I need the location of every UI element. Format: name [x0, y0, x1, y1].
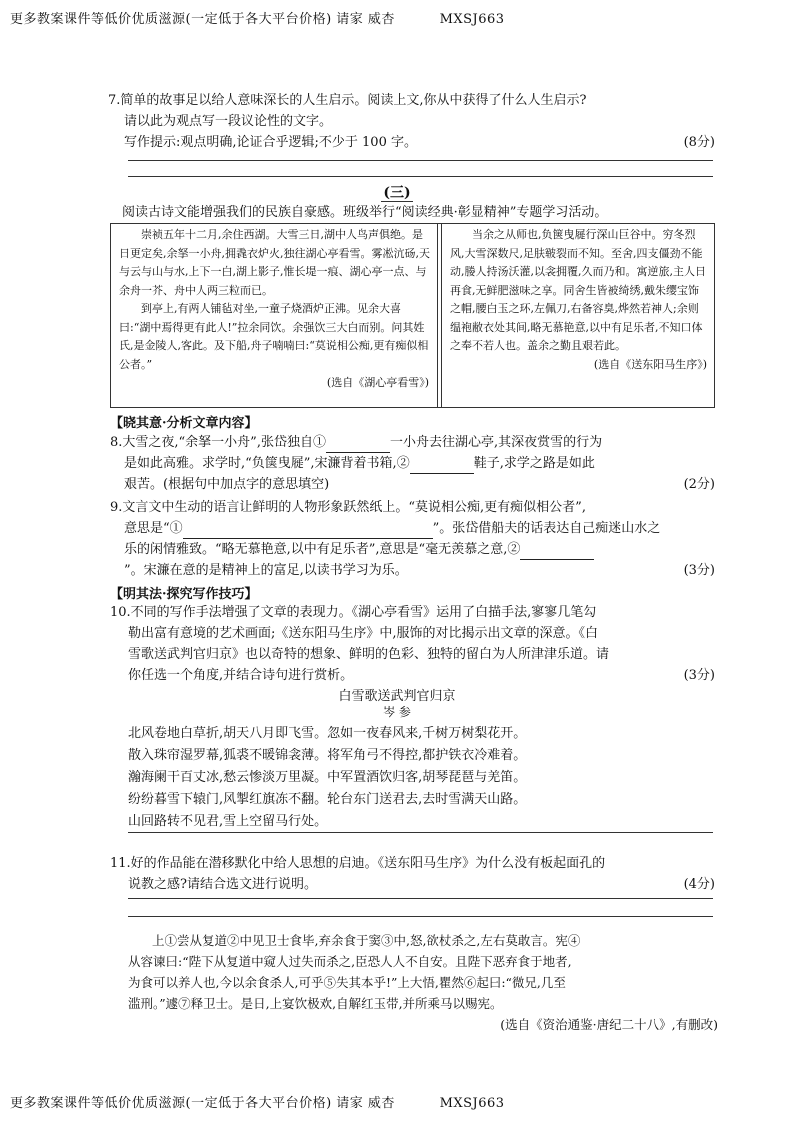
header-code: MXSJ663 [439, 12, 505, 27]
answer-line [128, 916, 713, 917]
poem-line: 北风卷地白草折,胡天八月即飞雪。忽如一夜春风来,千树万树梨花开。 [128, 726, 527, 741]
question-8 [110, 432, 715, 495]
left-text-box [111, 224, 438, 407]
footer-code: MXSJ663 [439, 1096, 505, 1111]
classical-texts-box [110, 223, 715, 408]
q9-row2: 意思是“① ”。张岱借船夫的话表达自己痴迷山水之 [110, 518, 715, 539]
q9-row3: 乐的闲情雅致。“略无慕艳意,以中有足乐者”,意思是“毫无羡慕之意,② [110, 539, 715, 560]
left-text-p1: 崇祯五年十二月,余住西湖。大雪三日,湖中人鸟声俱绝。是日更定矣,余拏一小舟,拥毳衣炉火,独往湖心亭看雪。雾凇沆砀,天与云与山与水,上下一白,湖上影子,惟长堤一痕、湖心亭一点、与余舟一芥、舟中人两三粒而已。 [119, 228, 430, 297]
page-header [10, 8, 505, 27]
q7-line2: 请以此为观点写一段议论性的文字。 [124, 114, 333, 129]
passage-line: 从容谏曰:“陛下从复道中窥人过失而杀之,臣恐人人不自安。且陛下恶弃食于地者, [128, 954, 572, 969]
q7-line3: 写作提示:观点明确,论证合乎逻辑;不少于 100 字。 [124, 135, 417, 150]
q8-blank-1[interactable] [326, 438, 390, 453]
q11-row1: 11.好的作品能在潜移默化中给人思想的启迪。《送东阳马生序》为什么没有板起面孔的 [110, 856, 606, 871]
passage-line: 上①尝从复道②中见卫士食毕,弃余食于窦③中,怒,欲杖杀之,左右莫敢言。宪④ [152, 933, 581, 948]
q9-row4: ”。宋濂在意的是精神上的富足,以读书学习为乐。 (3分) [110, 560, 715, 581]
passage-line: 为食可以养人也,今以余食杀人,可乎⑤失其本乎!”上大悟,瞿然⑥起曰:“微兄,几至 [128, 975, 566, 990]
section-3-title: (三) [383, 185, 411, 201]
q10-score: (3分) [683, 668, 715, 683]
poem-body [128, 723, 718, 833]
answer-line [128, 176, 713, 177]
q10-row3: 雪歌送武判官归京》也以奇特的想象、鲜明的色彩、独特的留白为人所津津乐道。请 [128, 647, 610, 662]
part2-heading: 【明其法·探究写作技巧】 [110, 587, 258, 602]
q9-score: (3分) [683, 563, 715, 578]
page-footer [10, 1092, 505, 1111]
question-9 [110, 497, 715, 581]
footer-text: 更多教案课件等低价优质滋源(一定低于各大平台价格) 请家 威杏 [10, 1096, 395, 1111]
part1-heading: 【晓其意·分析文章内容】 [110, 416, 258, 431]
question-7 [110, 90, 715, 153]
q7-line3-row [110, 132, 715, 153]
poem-line: 散入珠帘湿罗幕,狐裘不暖锦衾薄。将军角弓不得控,都护铁衣冷难着。 [128, 748, 527, 763]
reading-passage [128, 930, 718, 1035]
right-text-box [441, 224, 715, 407]
poem-line: 瀚海阑干百丈冰,愁云惨淡万里凝。中军置酒饮归客,胡琴琵琶与羌笛。 [128, 770, 527, 785]
q10-row1: 10.不同的写作手法增强了文章的表现力。《湖心亭看雪》运用了白描手法,寥寥几笔勾 [110, 605, 597, 620]
answer-line [128, 898, 713, 899]
answer-line [128, 832, 713, 833]
right-text-source: (选自《送东阳马生序》) [593, 357, 707, 371]
left-text-p2: 到亭上,有两人铺毡对坐,一童子烧酒炉正沸。见余大喜曰:“湖中焉得更有此人!”拉余同饮。余强饮三大白而别。问其姓氏,是金陵人,客此。及下船,舟子喃喃曰:“莫说相公痴,更有痴似相公者。” [119, 302, 429, 371]
q11-score: (4分) [683, 877, 715, 892]
q9-blank-2[interactable] [520, 545, 594, 560]
q7-score: (8分) [683, 135, 715, 150]
q11-row2: 说教之感?请结合选文进行说明。 (4分) [110, 874, 715, 895]
q8-blank-2[interactable] [410, 459, 474, 474]
q8-score: (2分) [683, 477, 715, 492]
answer-line [128, 160, 713, 161]
poem-title: 白雪歌送武判官归京 [338, 689, 456, 704]
poem-author: 岑 参 [383, 705, 411, 719]
q8-row3: 艰苦。(根据句中加点字的意思填空) (2分) [110, 474, 715, 495]
poem-line: 纷纷暮雪下辕门,风掣红旗冻不翻。轮台东门送君去,去时雪满天山路。 [128, 792, 527, 807]
poem-line: 山回路转不见君,雪上空留马行处。 [128, 814, 328, 829]
q9-row1: 9.文言文中生动的语言让鲜明的人物形象跃然纸上。“莫说相公痴,更有痴似相公者”, [110, 500, 586, 515]
right-text-p1: 当余之从师也,负箧曳屣行深山巨谷中。穷冬烈风,大雪深数尺,足肤皲裂而不知。至舍,四支僵劲不能动,媵人持汤沃灌,以衾拥覆,久而乃和。寓逆旅,主人日再食,无鲜肥滋味之享。同舍生皆被绮绣,戴朱缨宝饰之帽,腰白玉之环,左佩刀,右备容臭,烨然若神人;余则缊袍敝衣处其间,略无慕艳意,以中有足乐者,不知口体之奉不若人也。盖余之勤且艰若此。 [450, 228, 706, 352]
q9-blank-1[interactable] [183, 524, 433, 539]
passage-line: 滥刑。”遽⑦释卫士。是日,上宴饮极欢,自解红玉带,并所乘马以赐宪。 [128, 996, 503, 1011]
q10-row4: 你任选一个角度,并结合诗句进行赏析。 (3分) [110, 665, 715, 686]
question-11 [110, 853, 715, 895]
left-text-source: (选自《湖心亭看雪》) [326, 376, 429, 389]
q8-row1: 8.大雪之夜,“余拏一小舟”,张岱独自① 一小舟去往湖心亭,其深夜赏雪的行为 [110, 432, 715, 453]
q8-row2: 是如此高雅。求学时,“负箧曳屣”,宋濂背着书箱,② 鞋子,求学之路是如此 [110, 453, 715, 474]
section-3-intro: 阅读古诗文能增强我们的民族自豪感。班级举行“阅读经典·彰显精神”专题学习活动。 [122, 205, 608, 220]
question-10 [110, 602, 715, 686]
header-text: 更多教案课件等低价优质滋源(一定低于各大平台价格) 请家 威杏 [10, 12, 395, 27]
q10-row2: 勒出富有意境的艺术画面;《送东阳马生序》中,服饰的对比揭示出文章的深意。《白 [128, 626, 599, 641]
q7-line1: 7.简单的故事足以给人意味深长的人生启示。阅读上文,你从中获得了什么人生启示? [108, 93, 587, 108]
passage-source: (选自《资治通鉴·唐纪二十八》,有删改) [500, 1017, 718, 1032]
